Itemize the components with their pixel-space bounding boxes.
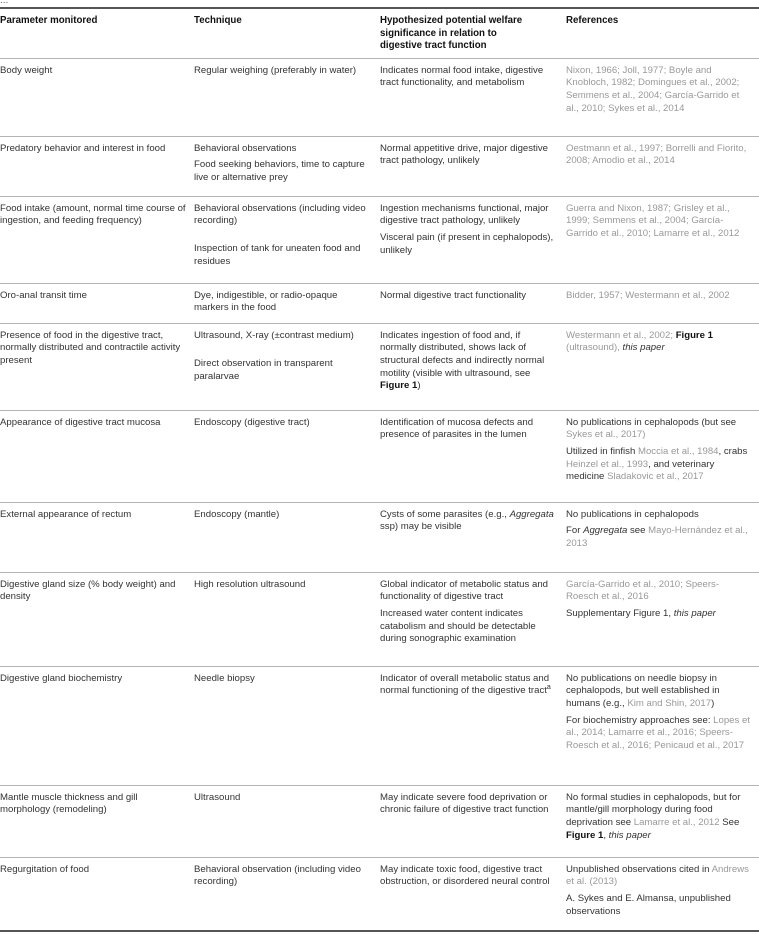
parameter-cell: Oro-anal transit time: [0, 283, 194, 323]
table-row: [0, 283, 759, 323]
technique-cell: Behavioral observations (including video recording) Inspection of tank for uneaten food and residues: [194, 196, 380, 283]
parameter-cell: Digestive gland size (% body weight) and density: [0, 572, 194, 666]
header-references: References: [566, 15, 619, 26]
references-cell: Oestmann et al., 1997; Borrelli and Fiorito, 2008; Amodio et al., 2014: [566, 136, 759, 196]
parameter-cell: Appearance of digestive tract mucosa: [0, 410, 194, 502]
parameter-cell: Food intake (amount, normal time course of ingestion, and feeding frequency): [0, 196, 194, 283]
technique-cell: Dye, indigestible, or radio-opaque markers in the food: [194, 283, 380, 323]
table-row: [0, 502, 759, 572]
references-cell: No publications in cephalopods (but see Sykes et al., 2017) Utilized in finfish Moccia et al., 1984, crabs Heinzel et al., 1993, and veterinary medicine Sladakovic et al., 2017: [566, 410, 759, 502]
technique-cell: Endoscopy (digestive tract): [194, 410, 380, 502]
table-row: [0, 136, 759, 196]
parameter-cell: External appearance of rectum: [0, 502, 194, 572]
references-cell: No publications in cephalopods For Aggregata see Mayo-Hernández et al., 2013: [566, 502, 759, 572]
table-header: [0, 10, 759, 58]
technique-cell: High resolution ultrasound: [194, 572, 380, 666]
welfare-cell: Ingestion mechanisms functional, major digestive tract pathology, unlikely Visceral pain (if present in cephalopods), unlikely: [380, 196, 566, 283]
table-row: [0, 196, 759, 283]
references-cell: Bidder, 1957; Westermann et al., 2002: [566, 283, 759, 323]
table-row: [0, 572, 759, 666]
technique-cell: Behavioral observation (including video recording): [194, 857, 380, 943]
table-top-rule: [0, 7, 759, 9]
parameter-cell: Regurgitation of food: [0, 857, 194, 943]
welfare-cell: Normal digestive tract functionality: [380, 283, 566, 323]
parameter-cell: Predatory behavior and interest in food: [0, 136, 194, 196]
technique-cell: Regular weighing (preferably in water): [194, 58, 380, 136]
parameter-cell: Body weight: [0, 58, 194, 136]
references-cell: Unpublished observations cited in Andrews et al. (2013) A. Sykes and E. Almansa, unpublished observations: [566, 857, 759, 943]
welfare-cell: Normal appetitive drive, major digestive tract pathology, unlikely: [380, 136, 566, 196]
figure-1-link[interactable]: Figure 1: [675, 329, 714, 341]
table-row: [0, 410, 759, 502]
caption-strip: [0, 0, 759, 6]
references-cell: García-Garrido et al., 2010; Speers-Roesch et al., 2016 Supplementary Figure 1, this paper: [566, 572, 759, 666]
parameter-cell: Mantle muscle thickness and gill morphology (remodeling): [0, 785, 194, 857]
figure-1-link[interactable]: Figure 1: [380, 380, 418, 392]
welfare-cell: May indicate toxic food, digestive tract obstruction, or disordered neural control: [380, 857, 566, 943]
welfare-cell: Global indicator of metabolic status and functionality of digestive tract Increased water content indicates catabolism and should be detectable during sonographic examination: [380, 572, 566, 666]
welfare-cell: May indicate severe food deprivation or chronic failure of digestive tract function: [380, 785, 566, 857]
technique-cell: Ultrasound: [194, 785, 380, 857]
header-technique: Technique: [194, 15, 242, 26]
header-welfare: Hypothesized potential welfare significance in relation to digestive tract function: [380, 15, 523, 52]
table-row: [0, 666, 759, 785]
caption-fragment: ...: [0, 0, 9, 6]
welfare-cell: Indicates normal food intake, digestive tract functionality, and metabolism: [380, 58, 566, 136]
technique-cell: Endoscopy (mantle): [194, 502, 380, 572]
references-cell: Guerra and Nixon, 1987; Grisley et al., 1999; Semmens et al., 2004; García-Garrido et al., 2010; Lamarre et al., 2012: [566, 196, 759, 283]
header-parameter: Parameter monitored: [0, 15, 98, 26]
welfare-cell: Cysts of some parasites (e.g., Aggregata ssp) may be visible: [380, 502, 566, 572]
references-cell: No publications on needle biopsy in cephalopods, but well established in humans (e.g., Kim and Shin, 2017) For biochemistry approaches see: Lopes et al., 2014; Lamarre et al., 2016; Speers-Roesch et al., 2016; Penicaud et al., 2017: [566, 666, 759, 785]
table-row: [0, 785, 759, 857]
references-cell: Nixon, 1966; Joll, 1977; Boyle and Knobloch, 1982; Domingues et al., 2002; Semmens et al., 2004; García-Garrido et al., 2010; Sykes et al., 2014: [566, 58, 759, 136]
references-cell: No formal studies in cephalopods, but for mantle/gill morphology during food deprivation see Lamarre et al., 2012 See Figure 1, this paper: [566, 785, 759, 857]
parameter-cell: Digestive gland biochemistry: [0, 666, 194, 785]
parameter-table: [0, 10, 759, 943]
references-cell: Westermann et al., 2002; Figure 1 (ultrasound), this paper: [566, 323, 759, 410]
welfare-cell: Indicates ingestion of food and, if normally distributed, shows lack of structural defects and indirectly normal motility (visible with ultrasound, see Figure 1): [380, 323, 566, 410]
table-row: [0, 323, 759, 410]
welfare-cell: Indicator of overall metabolic status and normal functioning of the digestive tract$^a$: [380, 666, 566, 785]
parameter-cell: Presence of food in the digestive tract, normally distributed and contractile activity present: [0, 323, 194, 410]
header-row: [0, 10, 759, 58]
technique-cell: Ultrasound, X-ray (±contrast medium) Direct observation in transparent paralarvae: [194, 323, 380, 410]
technique-cell: Needle biopsy: [194, 666, 380, 785]
technique-cell: Behavioral observations Food seeking behaviors, time to capture live or alternative prey: [194, 136, 380, 196]
figure-1-link[interactable]: Figure 1: [566, 829, 604, 841]
table-row: [0, 58, 759, 136]
welfare-cell: Identification of mucosa defects and presence of parasites in the lumen: [380, 410, 566, 502]
